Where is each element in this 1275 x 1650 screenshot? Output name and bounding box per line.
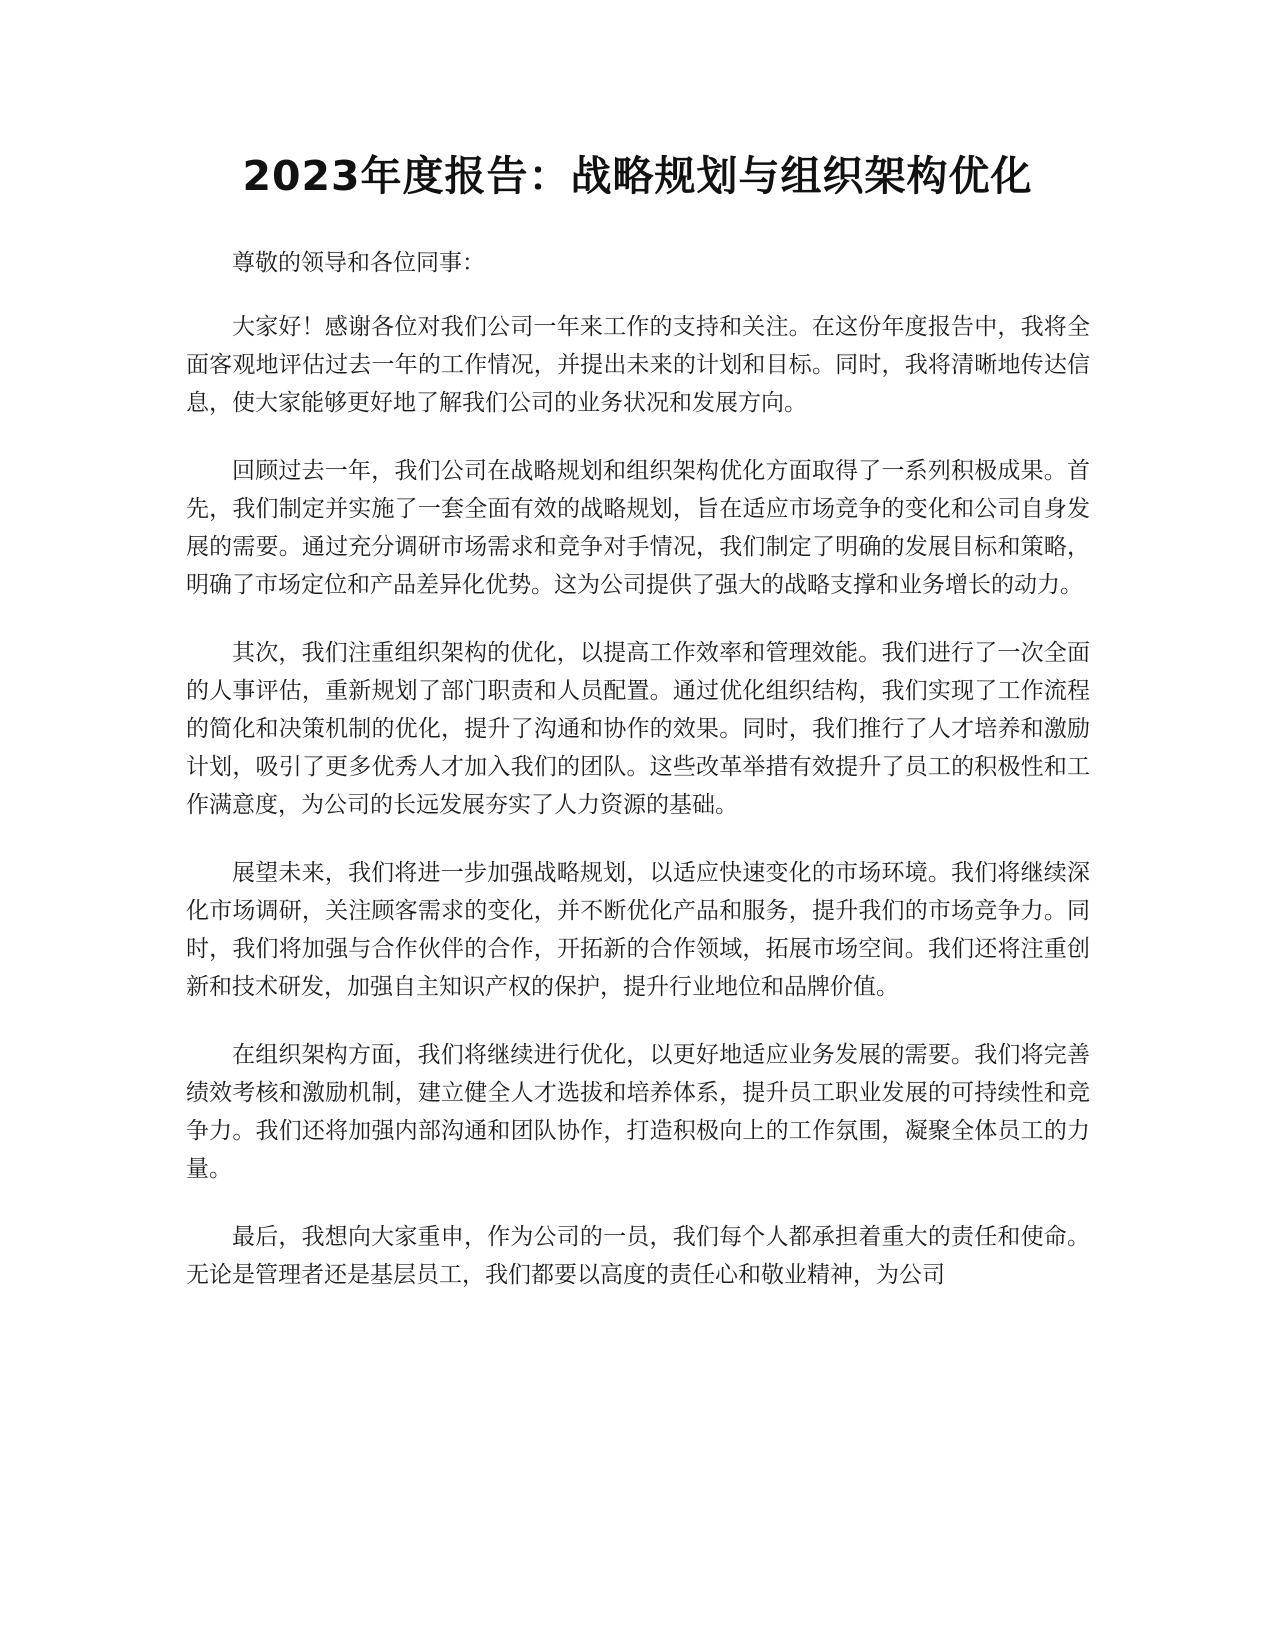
closing-paragraph: 最后，我想向大家重申，作为公司的一员，我们每个人都承担着重大的责任和使命。无论是管理者还是基层员工，我们都要以高度的责任心和敬业精神，为公司 [186,1224,1090,1288]
review-strategy-paragraph: 回顾过去一年，我们公司在战略规划和组织架构优化方面取得了一系列积极成果。首先，我们制定并实施了一套全面有效的战略规划，旨在适应市场竞争的变化和公司自身发展的需要。通过充分调研市场需求和竞争对手情况，我们制定了明确的发展目标和策略，明确了市场定位和产品差异化优势。这为公司提供了强大的战略支撑和业务增长的动力。 [186,458,1090,598]
outlook-organization-paragraph: 在组织架构方面，我们将继续进行优化，以更好地适应业务发展的需要。我们将完善绩效考核和激励机制，建立健全人才选拔和培养体系，提升员工职业发展的可持续性和竞争力。我们还将加强内部沟通和团队协作，打造积极向上的工作氛围，凝聚全体员工的力量。 [186,1042,1090,1182]
document-body [186,244,1090,1324]
outlook-strategy-paragraph: 展望未来，我们将进一步加强战略规划，以适应快速变化的市场环境。我们将继续深化市场调研，关注顾客需求的变化，并不断优化产品和服务，提升我们的市场竞争力。同时，我们将加强与合作伙伴的合作，开拓新的合作领域，拓展市场空间。我们还将注重创新和技术研发，加强自主知识产权的保护，提升行业地位和品牌价值。 [186,860,1090,1000]
greeting-paragraph: 大家好！感谢各位对我们公司一年来工作的支持和关注。在这份年度报告中，我将全面客观地评估过去一年的工作情况，并提出未来的计划和目标。同时，我将清晰地传达信息，使大家能够更好地了解我们公司的业务状况和发展方向。 [186,314,1090,416]
document-title: 2023年度报告：战略规划与组织架构优化 [242,152,1033,200]
salutation-paragraph: 尊敬的领导和各位同事： [232,250,485,276]
review-organization-paragraph: 其次，我们注重组织架构的优化，以提高工作效率和管理效能。我们进行了一次全面的人事评估，重新规划了部门职责和人员配置。通过优化组织结构，我们实现了工作流程的简化和决策机制的优化，提升了沟通和协作的效果。同时，我们推行了人才培养和激励计划，吸引了更多优秀人才加入我们的团队。这些改革举措有效提升了员工的积极性和工作满意度，为公司的长远发展夯实了人力资源的基础。 [186,640,1090,818]
